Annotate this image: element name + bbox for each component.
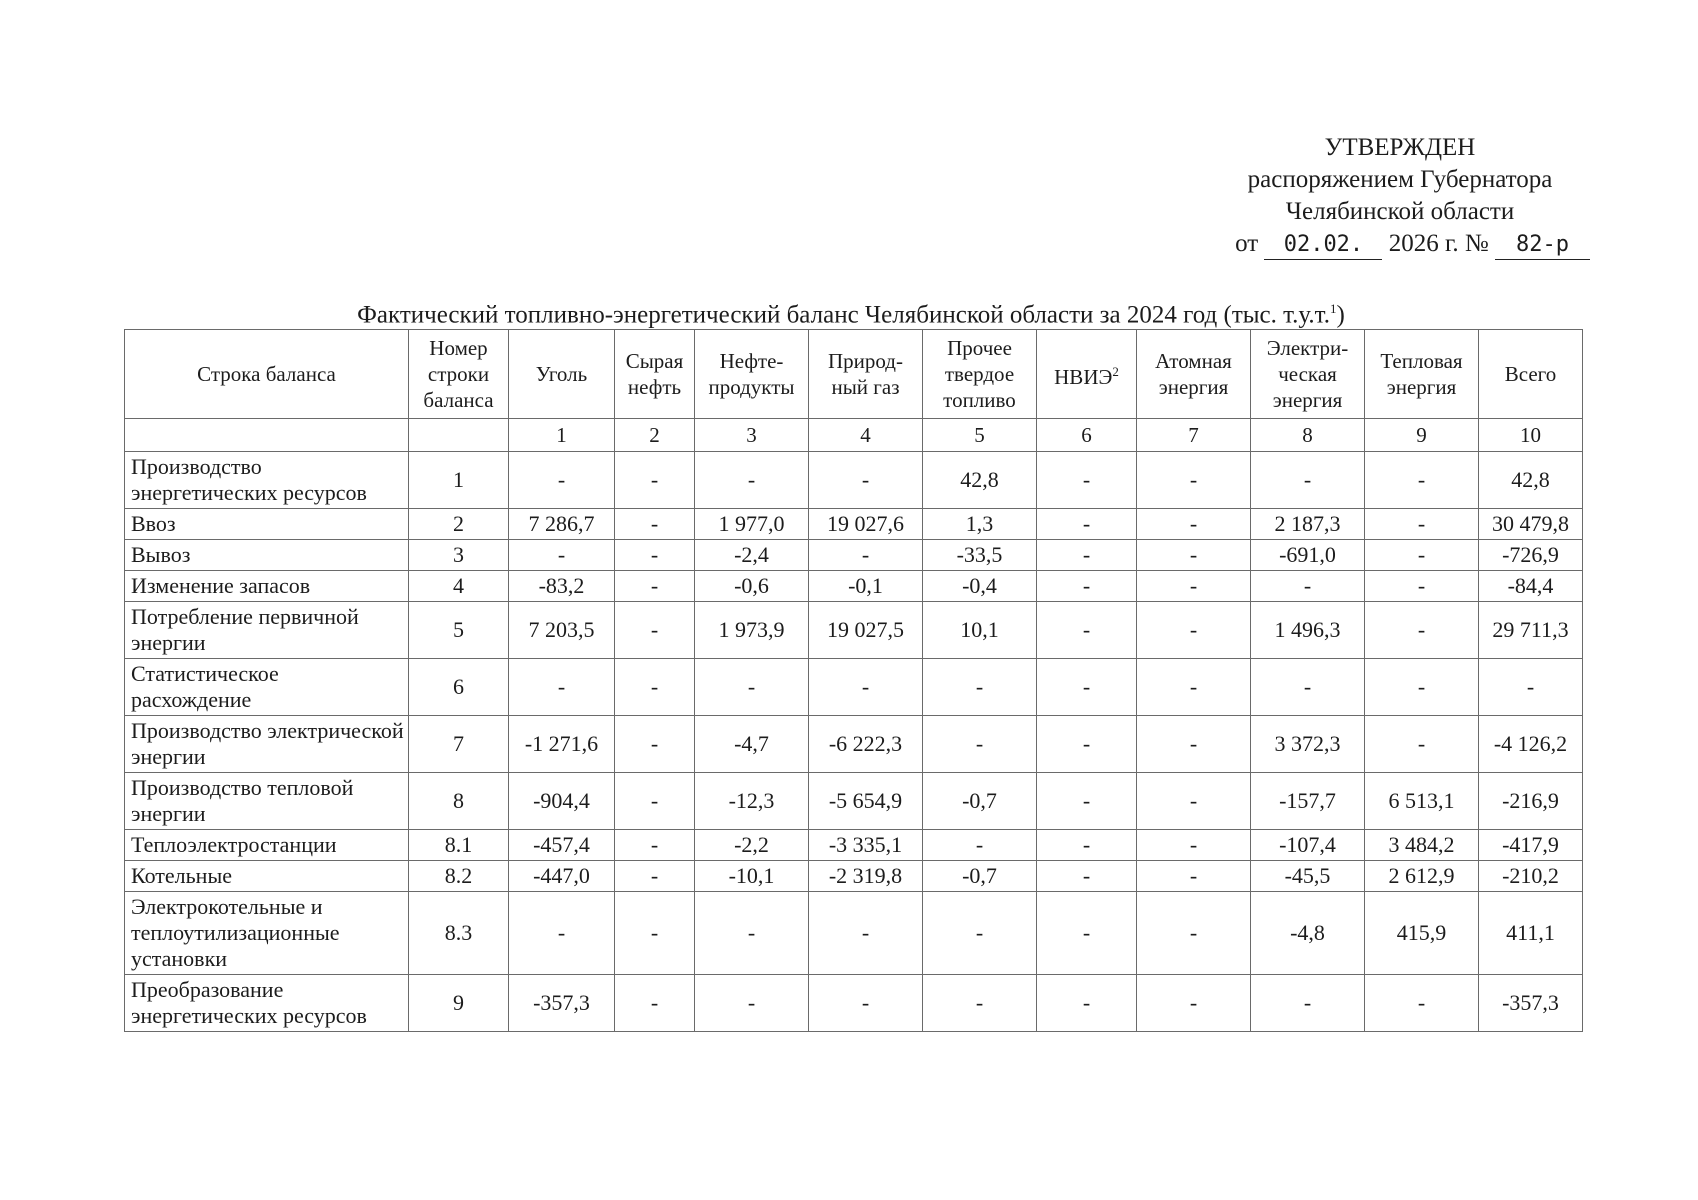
value-cell: -417,9 <box>1479 830 1583 861</box>
value-cell: - <box>1365 509 1479 540</box>
balance-table <box>124 329 1583 1032</box>
value-cell: 1 977,0 <box>695 509 809 540</box>
value-cell: 2 612,9 <box>1365 861 1479 892</box>
row-number: 1 <box>409 452 509 509</box>
table-row <box>125 452 1583 509</box>
header-cell: Сырая нефть <box>615 330 695 419</box>
value-cell: - <box>923 892 1037 975</box>
value-cell: -84,4 <box>1479 571 1583 602</box>
value-cell: -45,5 <box>1251 861 1365 892</box>
value-cell: - <box>1137 861 1251 892</box>
value-cell: -216,9 <box>1479 773 1583 830</box>
value-cell: - <box>615 571 695 602</box>
header-cell: Всего <box>1479 330 1583 419</box>
value-cell: 42,8 <box>1479 452 1583 509</box>
value-cell: 3 372,3 <box>1251 716 1365 773</box>
value-cell: -457,4 <box>509 830 615 861</box>
value-cell: - <box>1037 861 1137 892</box>
value-cell: 7 286,7 <box>509 509 615 540</box>
value-cell: -0,7 <box>923 861 1037 892</box>
approval-line-2: распоряжением Губернатора <box>1247 166 1553 193</box>
value-cell: - <box>1365 659 1479 716</box>
value-cell: - <box>695 452 809 509</box>
value-cell: - <box>809 540 923 571</box>
table-row <box>125 861 1583 892</box>
value-cell: -2,4 <box>695 540 809 571</box>
row-label: Производство тепловой энергии <box>125 773 409 830</box>
row-label: Вывоз <box>125 540 409 571</box>
value-cell: - <box>1251 975 1365 1032</box>
value-cell: -4,7 <box>695 716 809 773</box>
column-number-cell: 9 <box>1365 419 1479 452</box>
value-cell: - <box>1365 716 1479 773</box>
row-number: 5 <box>409 602 509 659</box>
header-row <box>125 330 1583 419</box>
header-cell: Атомная энергия <box>1137 330 1251 419</box>
row-number: 8.2 <box>409 861 509 892</box>
value-cell: - <box>615 509 695 540</box>
value-cell: - <box>1137 540 1251 571</box>
value-cell: - <box>1137 452 1251 509</box>
value-cell: - <box>1037 830 1137 861</box>
value-cell: -0,7 <box>923 773 1037 830</box>
column-number-cell <box>409 419 509 452</box>
value-cell: 411,1 <box>1479 892 1583 975</box>
value-cell: - <box>615 861 695 892</box>
header-cell: Природ-ный газ <box>809 330 923 419</box>
row-label: Изменение запасов <box>125 571 409 602</box>
approval-date-line <box>1210 228 1590 260</box>
value-cell: - <box>1365 452 1479 509</box>
value-cell: 1,3 <box>923 509 1037 540</box>
value-cell: 10,1 <box>923 602 1037 659</box>
value-cell: - <box>1137 509 1251 540</box>
value-cell: - <box>615 975 695 1032</box>
value-cell: - <box>923 659 1037 716</box>
header-cell: Номер строки баланса <box>409 330 509 419</box>
header-cell: Строка баланса <box>125 330 409 419</box>
document-title <box>120 294 1582 330</box>
header-cell: Прочее твердое топливо <box>923 330 1037 419</box>
value-cell: -12,3 <box>695 773 809 830</box>
row-number: 3 <box>409 540 509 571</box>
value-cell: -3 335,1 <box>809 830 923 861</box>
value-cell: - <box>1251 452 1365 509</box>
document-title-text: Фактический топливно-энергетический баланс Челябинской области за 2024 год (тыс. т.у.т. <box>357 301 1330 329</box>
value-cell: - <box>1137 659 1251 716</box>
value-cell: - <box>1137 773 1251 830</box>
value-cell: - <box>615 659 695 716</box>
value-cell: -107,4 <box>1251 830 1365 861</box>
column-number-cell: 4 <box>809 419 923 452</box>
column-number-cell: 10 <box>1479 419 1583 452</box>
value-cell: -33,5 <box>923 540 1037 571</box>
title-footnote-mark: 1 <box>1329 301 1337 316</box>
value-cell: - <box>615 540 695 571</box>
value-cell: - <box>1037 659 1137 716</box>
value-cell: 30 479,8 <box>1479 509 1583 540</box>
table-row <box>125 830 1583 861</box>
value-cell: 42,8 <box>923 452 1037 509</box>
column-number-row <box>125 419 1583 452</box>
value-cell: - <box>1365 571 1479 602</box>
value-cell: -726,9 <box>1479 540 1583 571</box>
value-cell: -691,0 <box>1251 540 1365 571</box>
value-cell: - <box>1037 571 1137 602</box>
value-cell: -0,6 <box>695 571 809 602</box>
order-number: 82-р <box>1495 231 1590 260</box>
approval-block <box>1210 132 1590 260</box>
title-close: ) <box>1336 301 1345 329</box>
value-cell: -10,1 <box>695 861 809 892</box>
value-cell: - <box>923 975 1037 1032</box>
value-cell: 19 027,6 <box>809 509 923 540</box>
column-number-cell: 6 <box>1037 419 1137 452</box>
value-cell: - <box>1137 571 1251 602</box>
table-row <box>125 509 1583 540</box>
row-number: 8.1 <box>409 830 509 861</box>
value-cell: - <box>923 830 1037 861</box>
value-cell: 19 027,5 <box>809 602 923 659</box>
value-cell: - <box>1479 659 1583 716</box>
row-number: 8 <box>409 773 509 830</box>
value-cell: - <box>695 659 809 716</box>
value-cell: - <box>1251 571 1365 602</box>
value-cell: - <box>1365 975 1479 1032</box>
value-cell: - <box>615 830 695 861</box>
value-cell: - <box>809 659 923 716</box>
value-cell: -1 271,6 <box>509 716 615 773</box>
year-text: 2026 г. № <box>1388 230 1489 257</box>
value-cell: - <box>1137 892 1251 975</box>
value-cell: - <box>809 892 923 975</box>
value-cell: 415,9 <box>1365 892 1479 975</box>
header-cell-nviye <box>1037 330 1137 419</box>
value-cell: 3 484,2 <box>1365 830 1479 861</box>
value-cell: 1 496,3 <box>1251 602 1365 659</box>
value-cell: -0,4 <box>923 571 1037 602</box>
value-cell: - <box>1251 659 1365 716</box>
value-cell: - <box>1365 602 1479 659</box>
row-number: 6 <box>409 659 509 716</box>
value-cell: - <box>1037 509 1137 540</box>
column-number-cell: 5 <box>923 419 1037 452</box>
table-row <box>125 975 1583 1032</box>
value-cell: - <box>615 892 695 975</box>
value-cell: - <box>1137 830 1251 861</box>
column-number-cell: 7 <box>1137 419 1251 452</box>
value-cell: -83,2 <box>509 571 615 602</box>
table-row <box>125 773 1583 830</box>
value-cell: - <box>509 452 615 509</box>
column-number-cell: 3 <box>695 419 809 452</box>
value-cell: - <box>1037 975 1137 1032</box>
value-cell: - <box>1137 975 1251 1032</box>
row-label: Преобразование энергетических ресурсов <box>125 975 409 1032</box>
date-value: 02.02. <box>1264 231 1382 260</box>
value-cell: - <box>615 452 695 509</box>
value-cell: -210,2 <box>1479 861 1583 892</box>
value-cell: -6 222,3 <box>809 716 923 773</box>
row-label: Потребление первичной энергии <box>125 602 409 659</box>
row-number: 4 <box>409 571 509 602</box>
row-label: Производство электрической энергии <box>125 716 409 773</box>
value-cell: - <box>1137 602 1251 659</box>
value-cell: -904,4 <box>509 773 615 830</box>
row-number: 8.3 <box>409 892 509 975</box>
value-cell: - <box>1137 716 1251 773</box>
value-cell: -4 126,2 <box>1479 716 1583 773</box>
row-label: Ввоз <box>125 509 409 540</box>
row-label: Котельные <box>125 861 409 892</box>
value-cell: - <box>695 892 809 975</box>
value-cell: - <box>1037 452 1137 509</box>
value-cell: -157,7 <box>1251 773 1365 830</box>
value-cell: 7 203,5 <box>509 602 615 659</box>
row-label: Статистическое расхождение <box>125 659 409 716</box>
value-cell: - <box>1037 892 1137 975</box>
header-cell-text: НВИЭ <box>1054 364 1113 389</box>
row-label: Теплоэлектростанции <box>125 830 409 861</box>
approval-heading: УТВЕРЖДЕН <box>1324 134 1476 161</box>
nviye-footnote-mark: 2 <box>1112 363 1119 379</box>
value-cell: 6 513,1 <box>1365 773 1479 830</box>
value-cell: - <box>509 659 615 716</box>
value-cell: -357,3 <box>1479 975 1583 1032</box>
value-cell: - <box>615 602 695 659</box>
date-prefix: от <box>1235 230 1259 257</box>
value-cell: - <box>695 975 809 1032</box>
header-cell: Нефте-продукты <box>695 330 809 419</box>
table-row <box>125 892 1583 975</box>
value-cell: -2,2 <box>695 830 809 861</box>
table-body <box>125 452 1583 1032</box>
value-cell: 1 973,9 <box>695 602 809 659</box>
row-label: Производство энергетических ресурсов <box>125 452 409 509</box>
row-number: 7 <box>409 716 509 773</box>
column-number-cell: 2 <box>615 419 695 452</box>
row-number: 9 <box>409 975 509 1032</box>
header-cell: Тепловая энергия <box>1365 330 1479 419</box>
row-number: 2 <box>409 509 509 540</box>
value-cell: - <box>509 540 615 571</box>
value-cell: - <box>1037 540 1137 571</box>
value-cell: - <box>809 452 923 509</box>
row-label: Электрокотельные и теплоутилизационные установки <box>125 892 409 975</box>
value-cell: - <box>615 773 695 830</box>
table-row <box>125 659 1583 716</box>
value-cell: - <box>1037 716 1137 773</box>
column-number-cell: 8 <box>1251 419 1365 452</box>
value-cell: - <box>1037 602 1137 659</box>
column-number-cell: 1 <box>509 419 615 452</box>
table-row <box>125 571 1583 602</box>
header-cell: Электри-ческая энергия <box>1251 330 1365 419</box>
value-cell: - <box>809 975 923 1032</box>
value-cell: -5 654,9 <box>809 773 923 830</box>
value-cell: -0,1 <box>809 571 923 602</box>
value-cell: -447,0 <box>509 861 615 892</box>
column-number-cell <box>125 419 409 452</box>
value-cell: -4,8 <box>1251 892 1365 975</box>
value-cell: -357,3 <box>509 975 615 1032</box>
value-cell: - <box>509 892 615 975</box>
table-row <box>125 540 1583 571</box>
value-cell: - <box>1365 540 1479 571</box>
value-cell: -2 319,8 <box>809 861 923 892</box>
value-cell: - <box>923 716 1037 773</box>
table-row <box>125 716 1583 773</box>
header-cell: Уголь <box>509 330 615 419</box>
value-cell: - <box>1037 773 1137 830</box>
value-cell: - <box>615 716 695 773</box>
table-row <box>125 602 1583 659</box>
value-cell: 29 711,3 <box>1479 602 1583 659</box>
approval-line-3: Челябинской области <box>1285 198 1515 225</box>
value-cell: 2 187,3 <box>1251 509 1365 540</box>
